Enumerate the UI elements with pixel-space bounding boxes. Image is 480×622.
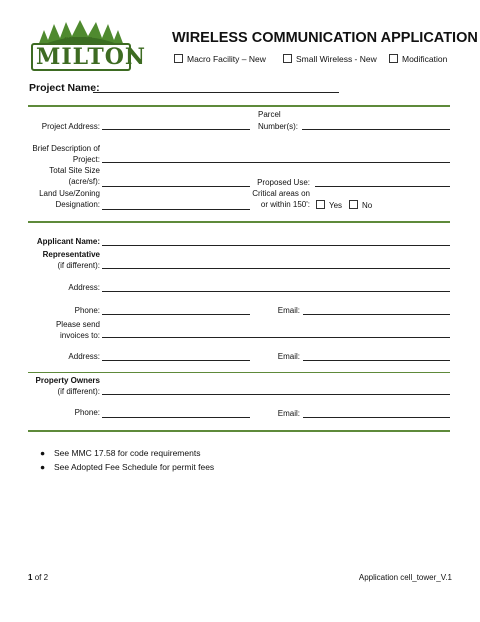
parcel-label xyxy=(258,110,298,132)
option-modification[interactable] xyxy=(389,54,447,64)
applicant-name-field[interactable] xyxy=(102,245,450,246)
brief-description-line: Project: xyxy=(72,155,100,164)
section-divider xyxy=(28,105,450,107)
site-size-line: (acre/sf): xyxy=(68,177,100,186)
checkbox-icon[interactable] xyxy=(349,200,358,209)
section-divider-thin xyxy=(28,372,450,373)
phone-label: Phone: xyxy=(74,306,100,315)
invoice-email-label: Email: xyxy=(277,352,300,361)
project-name-label: Project Name: xyxy=(29,82,100,94)
yes-label: Yes xyxy=(329,201,343,210)
proposed-use-field[interactable] xyxy=(315,186,450,187)
checkbox-icon[interactable] xyxy=(316,200,325,209)
logo-top-text: CITY OF xyxy=(64,37,92,44)
invoice-label xyxy=(20,320,100,341)
invoice-line: invoices to: xyxy=(59,331,100,340)
land-use-line: Land Use/Zoning xyxy=(39,189,100,198)
owner-email-field[interactable] xyxy=(303,417,450,418)
checkbox-icon[interactable] xyxy=(389,54,398,63)
email-label: Email: xyxy=(277,306,300,315)
parcel-number-field[interactable] xyxy=(302,129,450,130)
brief-description-label xyxy=(20,144,100,165)
applicant-name-label: Applicant Name: xyxy=(36,237,100,246)
bullet-icon: ● xyxy=(40,448,46,458)
invoice-line: Please send xyxy=(55,320,100,329)
page-total: of 2 xyxy=(34,573,49,582)
form-title: WIRELESS COMMUNICATION APPLICATION xyxy=(172,30,478,46)
critical-areas-line: or within 150': xyxy=(260,200,310,209)
land-use-line: Designation: xyxy=(55,200,100,209)
parcel-label-line: Parcel xyxy=(258,110,281,119)
logo-name: MILTON xyxy=(36,44,146,70)
option-macro-facility[interactable] xyxy=(174,54,266,64)
project-address-label: Project Address: xyxy=(41,122,100,131)
brief-description-line: Brief Description of xyxy=(32,144,100,153)
bullet-icon: ● xyxy=(40,462,46,472)
address-field[interactable] xyxy=(102,291,450,292)
invoice-address-field[interactable] xyxy=(102,360,250,361)
representative-field[interactable] xyxy=(102,268,450,269)
property-owners-line: (if different): xyxy=(57,387,100,396)
parcel-label-line: Number(s): xyxy=(258,122,299,131)
checkbox-icon[interactable] xyxy=(283,54,292,63)
note-item xyxy=(40,448,214,458)
site-size-label xyxy=(20,166,100,187)
proposed-use-label: Proposed Use: xyxy=(257,178,310,187)
address-label: Address: xyxy=(68,283,100,292)
page-number xyxy=(28,573,48,582)
owner-email-label: Email: xyxy=(277,409,300,418)
property-owners-line: Property Owners xyxy=(35,376,100,385)
project-name-field[interactable] xyxy=(93,92,339,93)
site-size-line: Total Site Size xyxy=(49,166,100,175)
land-use-field[interactable] xyxy=(102,209,250,210)
no-label: No xyxy=(362,201,373,210)
section-divider xyxy=(28,430,450,432)
critical-yes-option[interactable] xyxy=(316,200,342,210)
land-use-label xyxy=(20,189,100,210)
note-item xyxy=(40,462,214,472)
phone-field[interactable] xyxy=(102,314,250,315)
document-id: Application cell_tower_V.1 xyxy=(358,573,452,582)
email-field[interactable] xyxy=(303,314,450,315)
project-address-field[interactable] xyxy=(102,129,250,130)
critical-areas-label xyxy=(240,189,310,210)
site-size-field[interactable] xyxy=(102,186,250,187)
critical-no-option[interactable] xyxy=(349,200,372,210)
invoice-email-field[interactable] xyxy=(303,360,450,361)
option-label: Small Wireless - New xyxy=(296,54,377,64)
brief-description-field[interactable] xyxy=(102,162,450,163)
page-current: 1 xyxy=(28,573,33,582)
option-label: Modification xyxy=(402,54,448,64)
notes-list xyxy=(40,448,214,472)
section-divider xyxy=(28,221,450,223)
representative-line: (if different): xyxy=(57,261,100,270)
note-text: See MMC 17.58 for code requirements xyxy=(54,448,201,458)
note-text: See Adopted Fee Schedule for permit fees xyxy=(54,462,215,472)
invoice-field[interactable] xyxy=(102,337,450,338)
option-label: Macro Facility – New xyxy=(187,54,266,64)
owner-phone-field[interactable] xyxy=(102,417,250,418)
checkbox-icon[interactable] xyxy=(174,54,183,63)
critical-areas-line: Critical areas on xyxy=(252,189,310,198)
invoice-address-label: Address: xyxy=(68,352,100,361)
option-small-wireless[interactable] xyxy=(283,54,377,64)
representative-label xyxy=(20,250,100,271)
representative-line: Representative xyxy=(42,250,100,259)
owner-phone-label: Phone: xyxy=(74,408,100,417)
property-owners-label xyxy=(20,376,100,397)
property-owners-field[interactable] xyxy=(102,394,450,395)
city-logo xyxy=(30,16,146,72)
